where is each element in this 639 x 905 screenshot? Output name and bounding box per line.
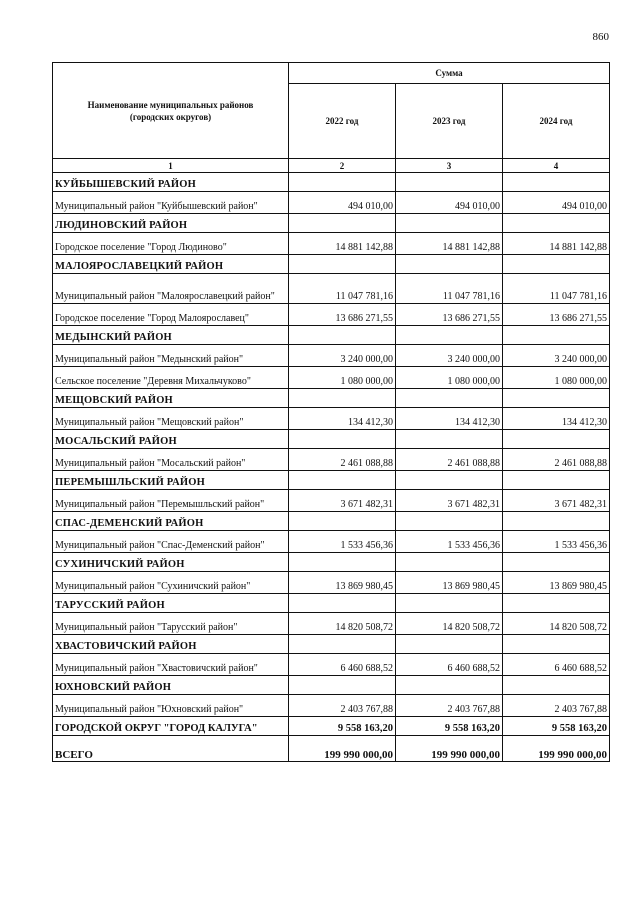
empty-cell	[396, 173, 503, 192]
table-row	[53, 367, 610, 389]
amount-2022: 2 461 088,88	[289, 449, 396, 471]
amount-2023: 13 869 980,45	[396, 572, 503, 594]
amount-2023: 1 533 456,36	[396, 531, 503, 553]
municipality-name: Муниципальный район "Мосальский район"	[53, 449, 289, 471]
empty-cell	[396, 430, 503, 449]
amount-2023: 14 820 508,72	[396, 613, 503, 635]
empty-cell	[396, 594, 503, 613]
municipality-name: Муниципальный район "Юхновский район"	[53, 695, 289, 717]
district-header-row	[53, 471, 610, 490]
table-row	[53, 449, 610, 471]
amount-2023: 3 240 000,00	[396, 345, 503, 367]
table-row	[53, 408, 610, 430]
district-header-row	[53, 214, 610, 233]
column-number: 2	[289, 159, 396, 173]
amount-2022: 13 686 271,55	[289, 304, 396, 326]
district-name: ЛЮДИНОВСКИЙ РАЙОН	[53, 214, 289, 233]
header-sum: Сумма	[289, 63, 610, 84]
amount-2022: 2 403 767,88	[289, 695, 396, 717]
district-header-row	[53, 430, 610, 449]
district-header-row	[53, 173, 610, 192]
amount-2024: 134 412,30	[503, 408, 610, 430]
amount-2024: 13 686 271,55	[503, 304, 610, 326]
table-row	[53, 490, 610, 512]
municipality-name: Муниципальный район "Малоярославецкий район"	[53, 274, 289, 304]
district-name: МОСАЛЬСКИЙ РАЙОН	[53, 430, 289, 449]
municipality-name: Муниципальный район "Куйбышевский район"	[53, 192, 289, 214]
amount-2024: 494 010,00	[503, 192, 610, 214]
district-name: ТАРУССКИЙ РАЙОН	[53, 594, 289, 613]
amount-2023: 14 881 142,88	[396, 233, 503, 255]
empty-cell	[503, 553, 610, 572]
amount-2024: 6 460 688,52	[503, 654, 610, 676]
amount-2024: 2 461 088,88	[503, 449, 610, 471]
empty-cell	[396, 553, 503, 572]
empty-cell	[503, 173, 610, 192]
empty-cell	[396, 471, 503, 490]
municipality-name: Городское поселение "Город Людиново"	[53, 233, 289, 255]
municipality-name: Муниципальный район "Перемышльский район"	[53, 490, 289, 512]
district-name: ЮХНОВСКИЙ РАЙОН	[53, 676, 289, 695]
empty-cell	[289, 389, 396, 408]
table-body	[53, 173, 610, 762]
table-row	[53, 531, 610, 553]
table-row	[53, 572, 610, 594]
empty-cell	[289, 471, 396, 490]
budget-table	[52, 62, 610, 762]
municipality-name: Городское поселение "Город Малоярославец"	[53, 304, 289, 326]
table-row	[53, 304, 610, 326]
city-row	[53, 717, 610, 736]
empty-cell	[503, 471, 610, 490]
header-year-2024: 2024 год	[503, 84, 610, 159]
empty-cell	[396, 676, 503, 695]
district-header-row	[53, 389, 610, 408]
amount-2024: 11 047 781,16	[503, 274, 610, 304]
total-amount-2023: 199 990 000,00	[396, 736, 503, 762]
amount-2023: 2 403 767,88	[396, 695, 503, 717]
municipality-name: Муниципальный район "Медынский район"	[53, 345, 289, 367]
municipality-name: Муниципальный район "Хвастовичский район"	[53, 654, 289, 676]
district-header-row	[53, 594, 610, 613]
table-row	[53, 233, 610, 255]
empty-cell	[396, 326, 503, 345]
district-name: МЕЩОВСКИЙ РАЙОН	[53, 389, 289, 408]
empty-cell	[289, 676, 396, 695]
city-name: ГОРОДСКОЙ ОКРУГ "ГОРОД КАЛУГА"	[53, 717, 289, 736]
total-name: ВСЕГО	[53, 736, 289, 762]
empty-cell	[503, 594, 610, 613]
table-row	[53, 695, 610, 717]
header-year-2022: 2022 год	[289, 84, 396, 159]
district-name: СПАС-ДЕМЕНСКИЙ РАЙОН	[53, 512, 289, 531]
empty-cell	[503, 676, 610, 695]
table-row	[53, 613, 610, 635]
amount-2022: 6 460 688,52	[289, 654, 396, 676]
municipality-name: Муниципальный район "Мещовский район"	[53, 408, 289, 430]
amount-2024: 14 820 508,72	[503, 613, 610, 635]
column-number: 1	[53, 159, 289, 173]
amount-2022: 14 881 142,88	[289, 233, 396, 255]
amount-2022: 13 869 980,45	[289, 572, 396, 594]
district-name: СУХИНИЧСКИЙ РАЙОН	[53, 553, 289, 572]
empty-cell	[289, 594, 396, 613]
empty-cell	[503, 635, 610, 654]
amount-2024: 14 881 142,88	[503, 233, 610, 255]
empty-cell	[396, 512, 503, 531]
district-name: КУЙБЫШЕВСКИЙ РАЙОН	[53, 173, 289, 192]
table-row	[53, 654, 610, 676]
amount-2022: 134 412,30	[289, 408, 396, 430]
empty-cell	[503, 214, 610, 233]
empty-cell	[396, 389, 503, 408]
table-header	[53, 63, 610, 173]
amount-2022: 11 047 781,16	[289, 274, 396, 304]
district-name: ХВАСТОВИЧСКИЙ РАЙОН	[53, 635, 289, 654]
table-row	[53, 345, 610, 367]
municipality-name: Муниципальный район "Спас-Деменский район"	[53, 531, 289, 553]
table-row	[53, 192, 610, 214]
empty-cell	[289, 214, 396, 233]
empty-cell	[503, 389, 610, 408]
amount-2022: 3 240 000,00	[289, 345, 396, 367]
municipality-name: Муниципальный район "Сухиничский район"	[53, 572, 289, 594]
amount-2023: 13 686 271,55	[396, 304, 503, 326]
amount-2024: 1 080 000,00	[503, 367, 610, 389]
empty-cell	[396, 255, 503, 274]
amount-2023: 134 412,30	[396, 408, 503, 430]
municipality-name: Сельское поселение "Деревня Михальчуково"	[53, 367, 289, 389]
empty-cell	[289, 553, 396, 572]
total-amount-2022: 199 990 000,00	[289, 736, 396, 762]
amount-2022: 494 010,00	[289, 192, 396, 214]
page-number: 860	[592, 31, 609, 43]
district-header-row	[53, 512, 610, 531]
column-number: 3	[396, 159, 503, 173]
amount-2023: 494 010,00	[396, 192, 503, 214]
empty-cell	[289, 173, 396, 192]
district-name: МЕДЫНСКИЙ РАЙОН	[53, 326, 289, 345]
empty-cell	[503, 255, 610, 274]
city-amount-2024: 9 558 163,20	[503, 717, 610, 736]
amount-2022: 14 820 508,72	[289, 613, 396, 635]
empty-cell	[396, 635, 503, 654]
amount-2023: 1 080 000,00	[396, 367, 503, 389]
city-amount-2023: 9 558 163,20	[396, 717, 503, 736]
empty-cell	[289, 255, 396, 274]
amount-2024: 3 240 000,00	[503, 345, 610, 367]
district-header-row	[53, 553, 610, 572]
city-amount-2022: 9 558 163,20	[289, 717, 396, 736]
amount-2023: 6 460 688,52	[396, 654, 503, 676]
total-row	[53, 736, 610, 762]
empty-cell	[289, 430, 396, 449]
empty-cell	[289, 512, 396, 531]
amount-2022: 3 671 482,31	[289, 490, 396, 512]
district-header-row	[53, 326, 610, 345]
district-header-row	[53, 676, 610, 695]
district-name: МАЛОЯРОСЛАВЕЦКИЙ РАЙОН	[53, 255, 289, 274]
district-header-row	[53, 255, 610, 274]
municipality-name: Муниципальный район "Тарусский район"	[53, 613, 289, 635]
empty-cell	[289, 635, 396, 654]
header-name-column: Наименование муниципальных районов (городских округов)	[53, 63, 289, 159]
empty-cell	[503, 326, 610, 345]
district-header-row	[53, 635, 610, 654]
empty-cell	[503, 512, 610, 531]
amount-2024: 13 869 980,45	[503, 572, 610, 594]
amount-2022: 1 533 456,36	[289, 531, 396, 553]
empty-cell	[503, 430, 610, 449]
amount-2023: 2 461 088,88	[396, 449, 503, 471]
total-amount-2024: 199 990 000,00	[503, 736, 610, 762]
table-row	[53, 274, 610, 304]
header-year-2023: 2023 год	[396, 84, 503, 159]
district-name: ПЕРЕМЫШЛЬСКИЙ РАЙОН	[53, 471, 289, 490]
amount-2023: 3 671 482,31	[396, 490, 503, 512]
empty-cell	[289, 326, 396, 345]
amount-2024: 1 533 456,36	[503, 531, 610, 553]
empty-cell	[396, 214, 503, 233]
amount-2023: 11 047 781,16	[396, 274, 503, 304]
amount-2022: 1 080 000,00	[289, 367, 396, 389]
amount-2024: 2 403 767,88	[503, 695, 610, 717]
column-number: 4	[503, 159, 610, 173]
amount-2024: 3 671 482,31	[503, 490, 610, 512]
